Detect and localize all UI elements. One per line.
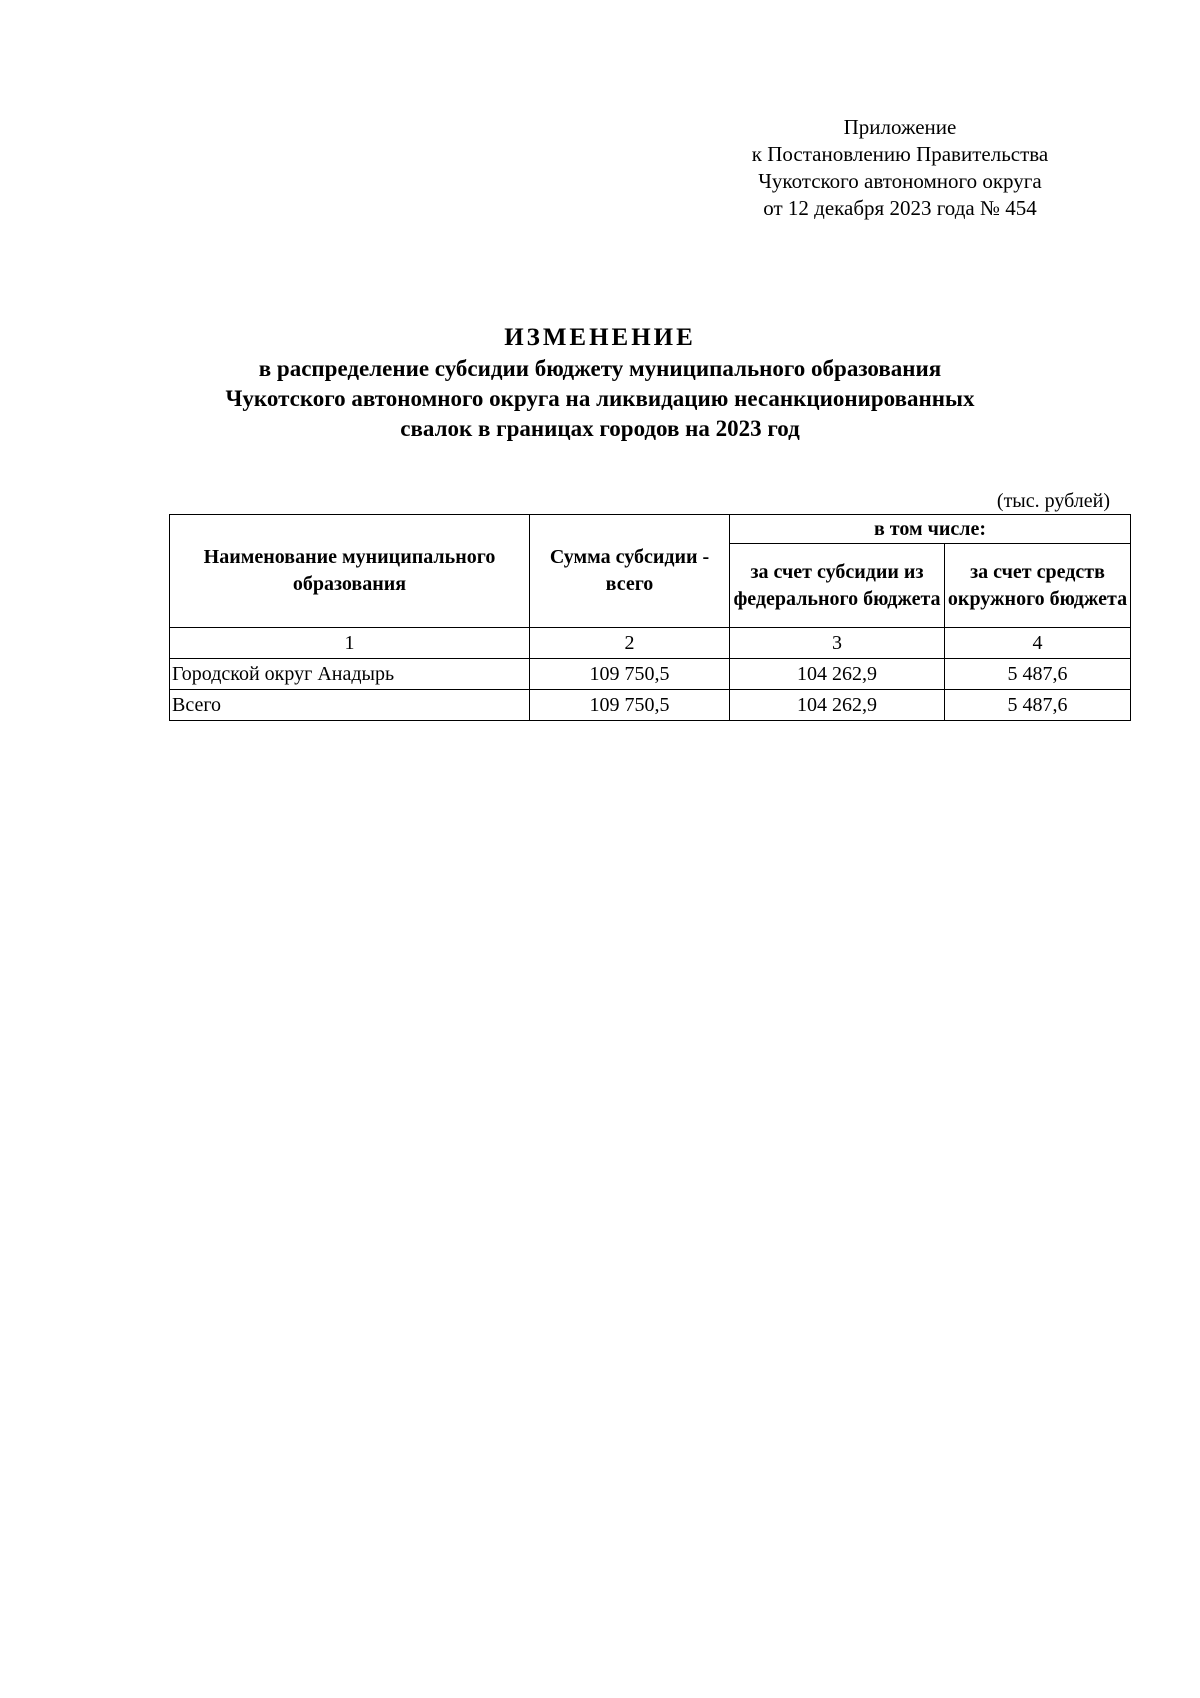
title-subtitle [150,354,1050,444]
row-name: Всего [170,690,530,721]
unit-label: (тыс. рублей) [996,490,1110,512]
header-federal: за счет субсидии из федерального бюджета [730,544,945,628]
row-name: Городской округ Анадырь [170,659,530,690]
column-number: 4 [945,628,1131,659]
row-district: 5 487,6 [945,690,1131,721]
header-total: Сумма субсидии - всего [530,515,730,628]
appendix-title: Приложение [843,115,957,139]
appendix-date: от 12 декабря 2023 года № 454 [763,196,1037,220]
subsidy-table [169,514,1131,721]
title-main: ИЗМЕНЕНИЕ [504,324,696,351]
column-number: 2 [530,628,730,659]
title-line-3: свалок в границах городов на 2023 год [400,416,800,441]
table-row [170,659,1131,690]
row-federal: 104 262,9 [730,659,945,690]
row-federal: 104 262,9 [730,690,945,721]
title-line-2: Чукотского автономного округа на ликвидацию несанкционированных [225,386,975,411]
column-number: 1 [170,628,530,659]
row-district: 5 487,6 [945,659,1131,690]
row-total: 109 750,5 [530,659,730,690]
row-total: 109 750,5 [530,690,730,721]
header-name: Наименование муниципального образования [170,515,530,628]
appendix-decree: к Постановлению Правительства [751,142,1049,166]
header-district: за счет средств окружного бюджета [945,544,1131,628]
appendix-region: Чукотского автономного округа [758,169,1042,193]
column-number: 3 [730,628,945,659]
appendix-header [720,114,1080,222]
header-including: в том числе: [730,515,1131,544]
table-row-total [170,690,1131,721]
title-line-1: в распределение субсидии бюджету муниципального образования [258,356,942,381]
document-title [150,322,1050,444]
column-number-row [170,628,1131,659]
